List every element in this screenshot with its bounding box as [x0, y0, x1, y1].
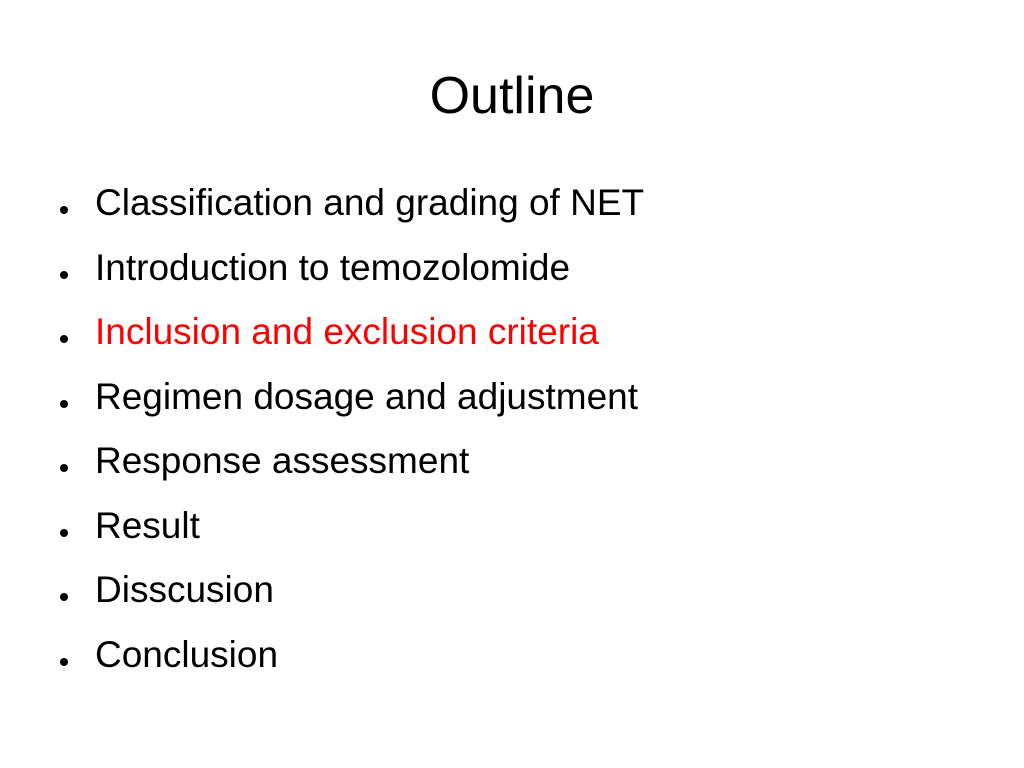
outline-item: [60, 171, 644, 236]
outline-item-label: Response assessment: [95, 440, 470, 482]
bullet-icon: [60, 335, 68, 343]
bullet-icon: [60, 400, 68, 408]
outline-item-label: Introduction to temozolomide: [95, 246, 571, 288]
outline-item: [60, 300, 644, 365]
slide-title: Outline: [429, 67, 595, 125]
outline-item: [60, 365, 644, 430]
outline-item-label: Conclusion: [95, 633, 279, 675]
bullet-icon: [60, 529, 68, 537]
outline-item: [60, 429, 644, 494]
outline-item-label: Result: [95, 504, 200, 546]
outline-item: [60, 494, 644, 559]
bullet-icon: [60, 464, 68, 472]
outline-item-label: Classification and grading of NET: [95, 182, 645, 224]
outline-item: [60, 558, 644, 623]
outline-item: [60, 623, 644, 688]
bullet-icon: [60, 658, 68, 666]
bullet-icon: [60, 271, 68, 279]
outline-item: [60, 236, 644, 301]
bullet-icon: [60, 206, 68, 214]
bullet-icon: [60, 593, 68, 601]
outline-item-label: Disscusion: [95, 569, 274, 611]
outline-item-label: Regimen dosage and adjustment: [95, 375, 639, 417]
outline-item-label: Inclusion and exclusion criteria: [95, 311, 599, 353]
outline-list: [60, 171, 644, 687]
